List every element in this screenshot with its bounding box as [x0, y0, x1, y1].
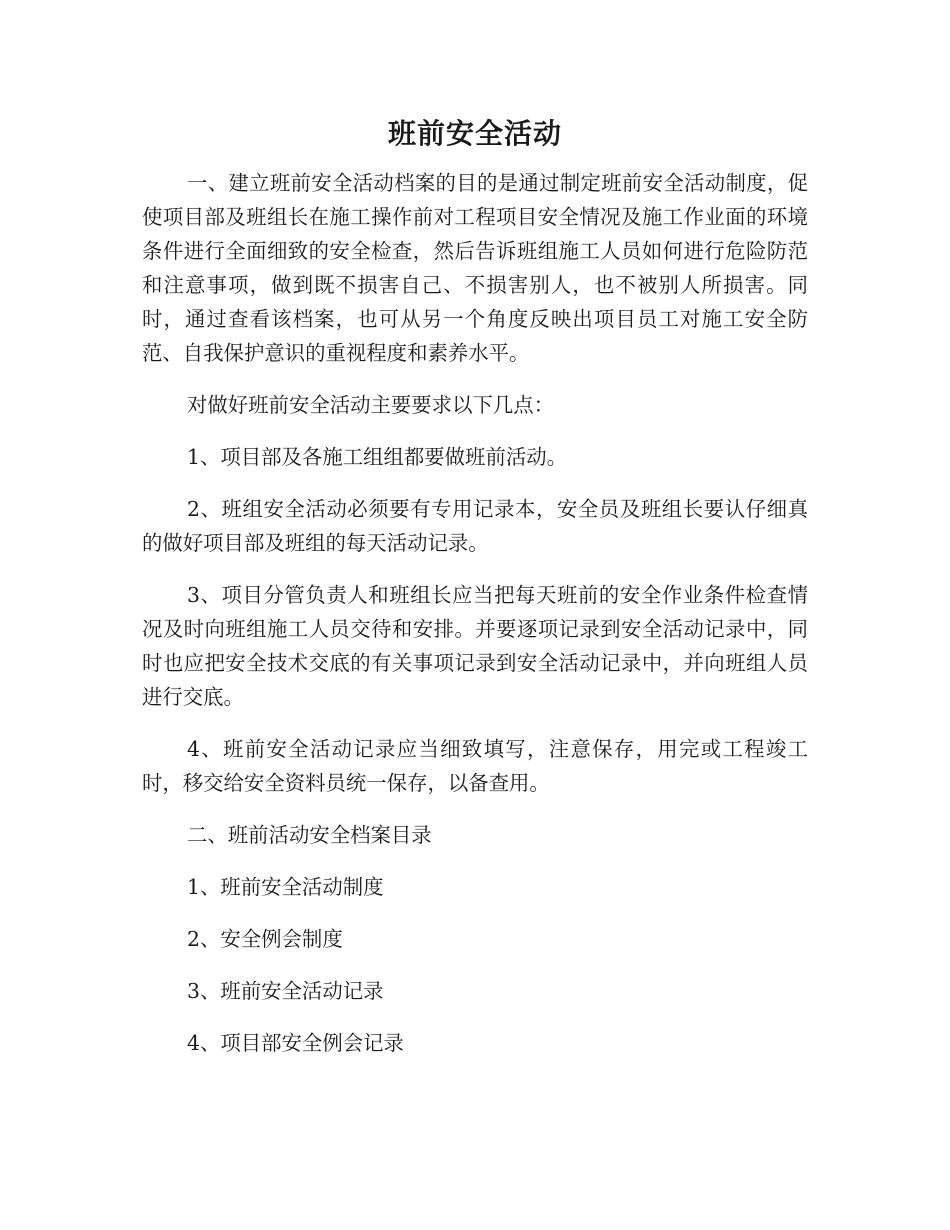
paragraph-catalog-item-3: 3、班前安全活动记录	[187, 979, 384, 1003]
paragraph-requirement-3: 3、项目分管负责人和班组长应当把每天班前的安全作业条件检查情况及时向班组施工人员交待和安排。并要逐项记录到安全活动记录中，同时也应把安全技术交底的有关事项记录到安全活动记录中，并向班组人员进行交底。	[142, 583, 808, 709]
paragraph-requirement-2: 2、班组安全活动必须要有专用记录本，安全员及班组长要认仔细真的做好项目部及班组的每天活动记录。	[142, 497, 808, 555]
paragraph-requirement-1: 1、项目部及各施工组组都要做班前活动。	[187, 445, 568, 469]
paragraph-catalog-item-4: 4、项目部安全例会记录	[187, 1031, 404, 1055]
paragraph-requirement-4: 4、班前安全活动记录应当细致填写，注意保存，用完或工程竣工时，移交给安全资料员统一保存，以备查用。	[142, 737, 808, 795]
document-title: 班前安全活动	[387, 117, 562, 150]
paragraph-catalog-item-1: 1、班前安全活动制度	[187, 875, 384, 899]
paragraph-purpose: 一、建立班前安全活动档案的目的是通过制定班前安全活动制度，促使项目部及班组长在施工操作前对工程项目安全情况及施工作业面的环境条件进行全面细致的安全检查，然后告诉班组施工人员如何进行危险防范和注意事项，做到既不损害自己、不损害别人，也不被别人所损害。同时，通过查看该档案，也可从另一个角度反映出项目员工对施工安全防范、自我保护意识的重视程度和素养水平。	[142, 171, 808, 365]
paragraph-requirements-intro: 对做好班前安全活动主要要求以下几点：	[187, 393, 555, 417]
document-body	[142, 110, 808, 1060]
paragraph-catalog-heading: 二、班前活动安全档案目录	[187, 823, 432, 847]
paragraph-catalog-item-2: 2、安全例会制度	[187, 927, 343, 951]
